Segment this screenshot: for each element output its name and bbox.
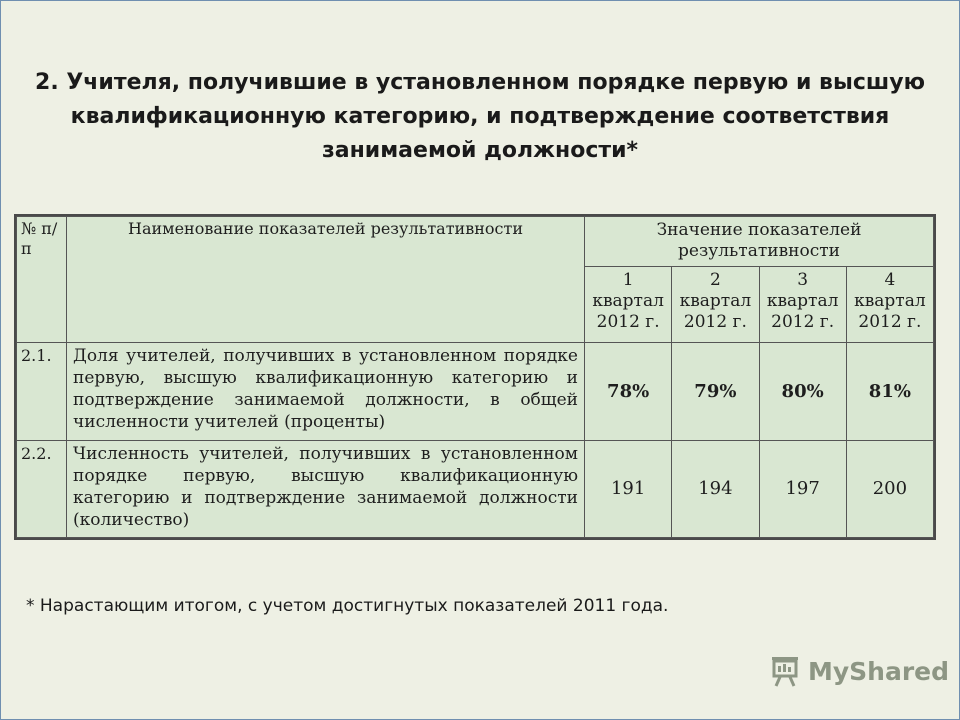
row-description: Доля учителей, получивших в установленном порядке первую, высшую квалификационную категорию и подтверждение занимаемой должности, в общей численности учителей (проценты) bbox=[67, 343, 585, 441]
row-value-q1: 191 bbox=[585, 440, 672, 538]
footnote: * Нарастающим итогом, с учетом достигнутых показателей 2011 года. bbox=[26, 596, 669, 616]
row-value-q4: 200 bbox=[846, 440, 933, 538]
column-header-number: № п/п bbox=[17, 217, 67, 343]
row-number: 2.1. bbox=[17, 343, 67, 441]
row-value-q3: 80% bbox=[759, 343, 846, 441]
row-value-q3: 197 bbox=[759, 440, 846, 538]
column-header-q1: 1 квартал 2012 г. bbox=[585, 267, 672, 343]
column-header-name: Наименование показателей результативности bbox=[67, 217, 585, 343]
column-header-q3: 3 квартал 2012 г. bbox=[759, 267, 846, 343]
row-description: Численность учителей, получивших в установленном порядке первую, высшую квалификационную категорию и подтверждение занимаемой должности (количество) bbox=[67, 440, 585, 538]
row-value-q2: 194 bbox=[672, 440, 759, 538]
row-number: 2.2. bbox=[17, 440, 67, 538]
slide-title: 2. Учителя, получившие в установленном порядке первую и высшую квалификационную категорию, и подтверждение соответствия занимаемой должности* bbox=[35, 70, 925, 163]
presentation-board-icon bbox=[768, 654, 802, 688]
row-value-q1: 78% bbox=[585, 343, 672, 441]
myshared-logo[interactable] bbox=[768, 654, 949, 688]
row-value-q2: 79% bbox=[672, 343, 759, 441]
indicators-table bbox=[16, 216, 934, 538]
logo-text: MyShared bbox=[808, 656, 950, 686]
table-row bbox=[17, 343, 934, 441]
indicators-table-container bbox=[14, 214, 936, 540]
row-value-q4: 81% bbox=[846, 343, 933, 441]
table-row bbox=[17, 440, 934, 538]
column-header-q4: 4 квартал 2012 г. bbox=[846, 267, 933, 343]
column-header-q2: 2 квартал 2012 г. bbox=[672, 267, 759, 343]
table-header-row bbox=[17, 217, 934, 267]
column-header-values: Значение показателей результативности bbox=[585, 217, 934, 267]
